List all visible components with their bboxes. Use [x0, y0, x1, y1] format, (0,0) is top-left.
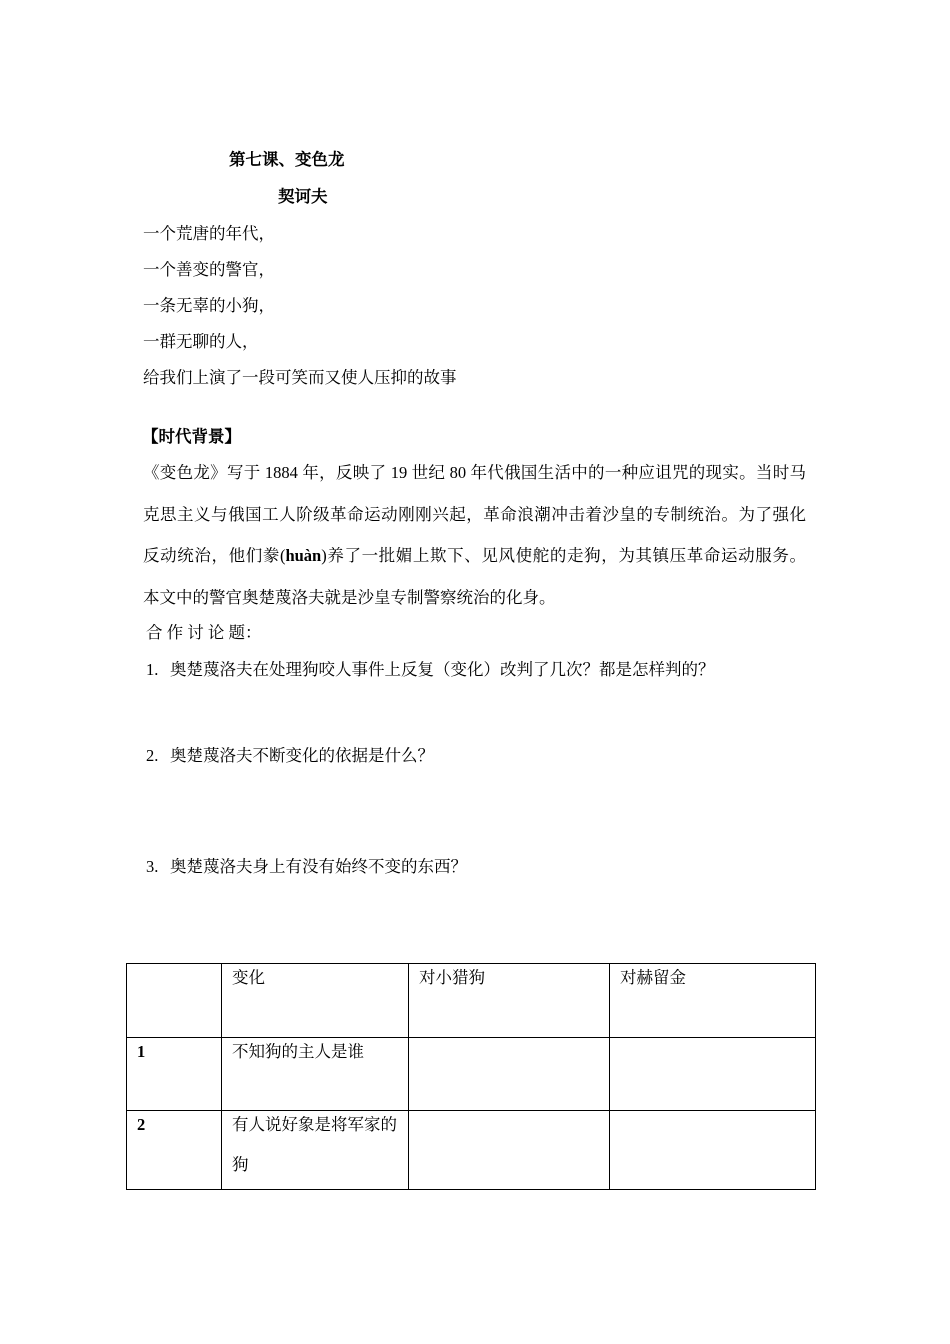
question-item: [146, 855, 467, 879]
question-number: 2.: [146, 746, 159, 765]
table-cell: [610, 1038, 816, 1111]
background-line-text: )养了一批媚上欺下、见风使舵的走狗，为其镇压革命运动服务。: [321, 546, 806, 565]
question-item: [146, 658, 715, 682]
pinyin-annotation: huàn: [285, 546, 322, 565]
poem-line: 一个荒唐的年代，: [143, 224, 275, 243]
cell-text: 有人说好象是将军家的狗: [232, 1115, 397, 1174]
question-number: 1.: [146, 660, 159, 679]
discussion-heading: 合 作 讨 论 题：: [146, 623, 262, 642]
poem-line: 一条无辜的小狗，: [143, 296, 275, 315]
background-line: 《变色龙》写于 1884 年，反映了 19 世纪 80 年代俄国生活中的一种应诅咒的现实。当时马: [143, 463, 806, 482]
table-header-cell: [409, 964, 610, 1038]
table-cell: [222, 1111, 409, 1190]
table-cell: [127, 1038, 222, 1111]
question-text: 奥楚蔑洛夫身上有没有始终不变的东西？: [170, 857, 467, 876]
table-header-text: 变化: [232, 968, 265, 987]
row-number: 2: [137, 1115, 146, 1134]
table-header-cell: [610, 964, 816, 1038]
table-header-row: [127, 964, 816, 1038]
table-cell: [409, 1038, 610, 1111]
comparison-table: [126, 963, 816, 1190]
lesson-title: 第七课、变色龙: [229, 150, 345, 169]
table-header-cell: [127, 964, 222, 1038]
background-line: [143, 544, 806, 568]
table-cell: [222, 1038, 409, 1111]
question-item: [146, 744, 434, 768]
author-name: 契诃夫: [278, 187, 328, 206]
table-header-text: 对赫留金: [620, 968, 686, 987]
table-cell: [610, 1111, 816, 1190]
question-text: 奥楚蔑洛夫在处理狗咬人事件上反复（变化）改判了几次？都是怎样判的？: [170, 660, 715, 679]
row-number: 1: [137, 1042, 146, 1061]
cell-text: 不知狗的主人是谁: [232, 1042, 364, 1061]
table-row: [127, 1111, 816, 1190]
background-line-text: 反动统治，他们豢(: [143, 546, 286, 565]
table-cell: [127, 1111, 222, 1190]
poem-line: 一个善变的警官，: [143, 260, 275, 279]
poem-line: 给我们上演了一段可笑而又使人压抑的故事: [143, 368, 457, 387]
background-line: 本文中的警官奥楚蔑洛夫就是沙皇专制警察统治的化身。: [143, 588, 556, 607]
question-text: 奥楚蔑洛夫不断变化的依据是什么？: [170, 746, 434, 765]
table-row: [127, 1038, 816, 1111]
poem-line: 一群无聊的人，: [143, 332, 259, 351]
table-header-cell: [222, 964, 409, 1038]
table-header-text: 对小猎狗: [419, 968, 485, 987]
table-cell: [409, 1111, 610, 1190]
background-line: 克思主义与俄国工人阶级革命运动刚刚兴起，革命浪潮冲击着沙皇的专制统治。为了强化: [143, 505, 806, 524]
question-number: 3.: [146, 857, 159, 876]
background-heading: 【时代背景】: [142, 427, 241, 446]
